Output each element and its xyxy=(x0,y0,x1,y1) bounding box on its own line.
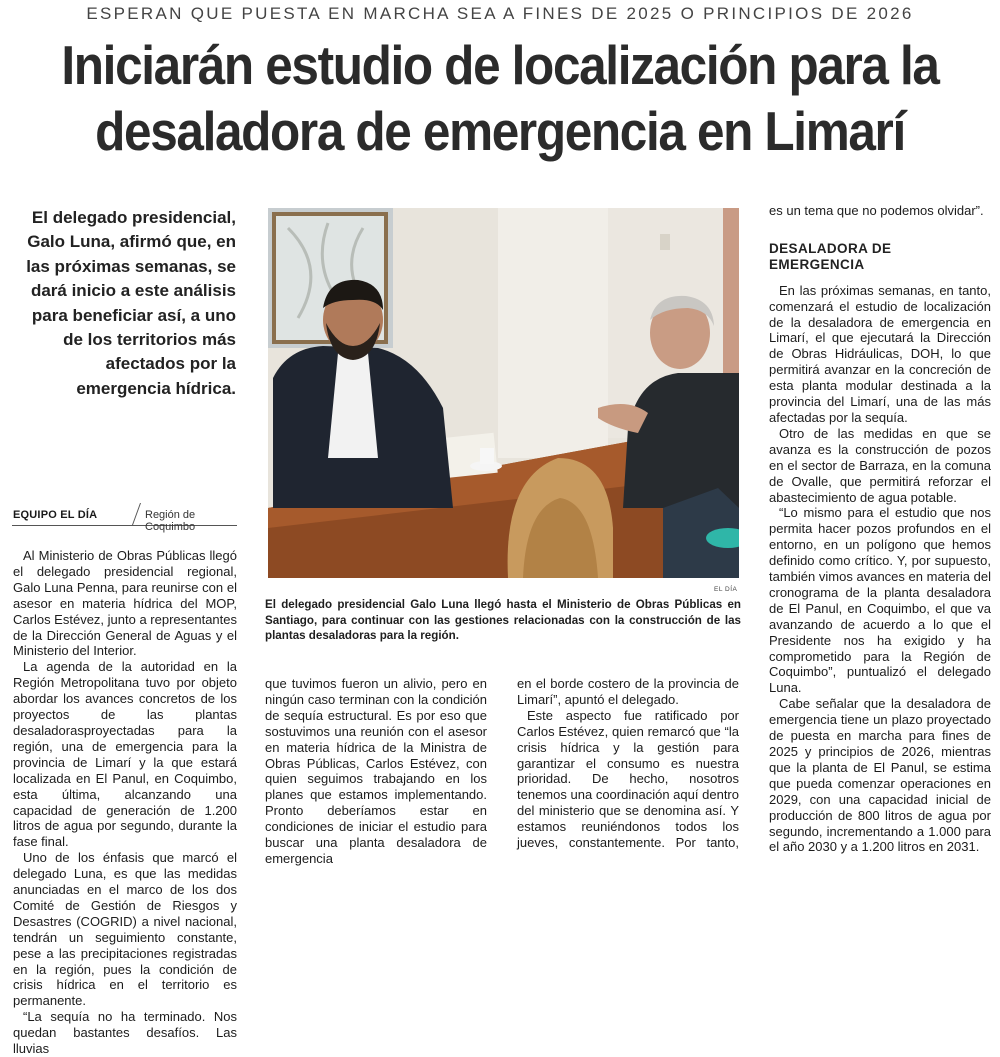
headline-line-2: desaladora de emergencia en Limarí xyxy=(95,100,905,162)
paragraph: Cabe señalar que la desaladora de emergencia tiene un plazo proyectado de puesta en marcha para fines de 2025 y principios de 2026, mientras que la planta de El Panul, se estima que pueda comenzar operaciones en 2029, con una capacidad inicial de producción de 800 litros de agua por segundo, incrementando a 1.000 para el año 2030 y a 1.200 litros en 2031. xyxy=(769,696,991,855)
paragraph: Otro de las medidas en que se avanza es la construcción de pozos en el sector de Barraza, en la comuna de Ovalle, que permitirá reforzar el abastecimiento de agua potable. xyxy=(769,425,991,505)
paragraph: Este aspecto fue ratificado por Carlos Estévez, quien remarcó que “la crisis hídrica y la gestión para garantizar el consumo es nuestra prioridad. De hecho, nosotros tenemos una coordinación aquí dentro del ministerio que se denomina así. Y estamos reuniéndonos todos los jueves, constantemente. Por tanto, xyxy=(517,707,739,851)
paragraph: que tuvimos fueron un alivio, pero en ningún caso terminan con la condición de sequía estructural. Es por eso que sostuvimos una reunión con el asesor en materia hídrica de la Ministra de Obras Públicas, Carlos Estévez, con quien seguimos trabajando en los planes que estamos implementando. Pronto deberíamos estar en condiciones de iniciar el estudio para buscar una planta desaladora de emergencia xyxy=(265,676,487,866)
paragraph: es un tema que no podemos olvidar”. xyxy=(769,203,984,218)
paragraph: Uno de los énfasis que marcó el delegado Luna, es que las medidas anunciadas en el marco de los dos Comité de Gestión de Riesgos y Desastres (COGRID) a nivel nacional, tendrán un seguimiento constante, pese a las precipitaciones registradas en la región, pues la condición de crisis hídrica en el territorio es permanente. xyxy=(13,850,237,1009)
body-column-2 xyxy=(265,676,487,867)
body-column-4 xyxy=(769,203,991,855)
paragraph: en el borde costero de la provincia de Limarí”, apuntó el delegado. xyxy=(517,676,739,707)
paragraph: La agenda de la autoridad en la Región Metropolitana tuvo por objeto abordar los avances concretos de los proyectos de las plantas desaladorasproyectadas para la región, una de emergencia para la provincia de Limarí y la que estará localizada en El Panul, en Coquimbo, esta última, alcanzando una capacidad de generación de 1.200 litros de agua por segundo, durante la fase final. xyxy=(13,659,237,850)
article-photo xyxy=(268,208,739,578)
byline xyxy=(12,503,237,533)
paragraph: En las próximas semanas, en tanto, comenzará el estudio de localización de la desaladora de emergencia en Limarí, el que ejecutará la Dirección de Obras Hidráulicas, DOH, lo que permitirá avanzar en la concreción de esta planta modular destinada a la provincia del Limarí, una de las más afectadas por la sequía. xyxy=(769,282,991,425)
byline-region: Región de Coquimbo xyxy=(145,509,196,533)
photo-caption: El delegado presidencial Galo Luna llegó hasta el Ministerio de Obras Públicas en Santiago, para continuar con las gestiones relacionadas con la construcción de las plantas desaladoras para la región. xyxy=(265,598,741,643)
photo-credit: EL DÍA xyxy=(714,586,738,593)
kicker: ESPERAN QUE PUESTA EN MARCHA SEA A FINES DE 2025 O PRINCIPIOS DE 2026 xyxy=(86,4,914,23)
paragraph: Al Ministerio de Obras Públicas llegó el delegado presidencial regional, Galo Luna Penna, para reunirse con el asesor en materia hídrica del MOP, Carlos Estévez, junto a representantes de la Dirección General de Aguas y el Ministerio del Interior. xyxy=(13,548,238,659)
body-column-3 xyxy=(517,676,739,851)
meeting-photo-illustration xyxy=(268,208,739,578)
lead-paragraph: El delegado presidencial, Galo Luna, afirmó que, en las próximas semanas, se dará inicio a este análisis para beneficiar así, a uno de los territorios más afectados por la emergencia hídrica. xyxy=(26,208,236,398)
paragraph: “La sequía no ha terminado. Nos quedan bastantes desafíos. Las lluvias xyxy=(13,1009,237,1057)
byline-author: EQUIPO EL DÍA xyxy=(13,509,98,521)
headline-line-1: Iniciarán estudio de localización para la xyxy=(61,34,939,96)
headline xyxy=(50,32,950,164)
body-column-1 xyxy=(13,548,237,1057)
paragraph: “Lo mismo para el estudio que nos permita hacer pozos profundos en el entorno, en un polígono que hemos definido como crítico. Y, por supuesto, también vimos avances en materia del cronograma de la planta desaladora de El Panul, en Coquimbo, el que va avanzando de acuerdo a lo que el Presidente nos ha exigido y ha comprometido para la Región de Coquimbo”, puntualizó el delegado Luna. xyxy=(769,505,991,696)
byline-divider xyxy=(132,503,141,525)
section-subheading: DESALADORA DE EMERGENCIA xyxy=(769,240,892,272)
